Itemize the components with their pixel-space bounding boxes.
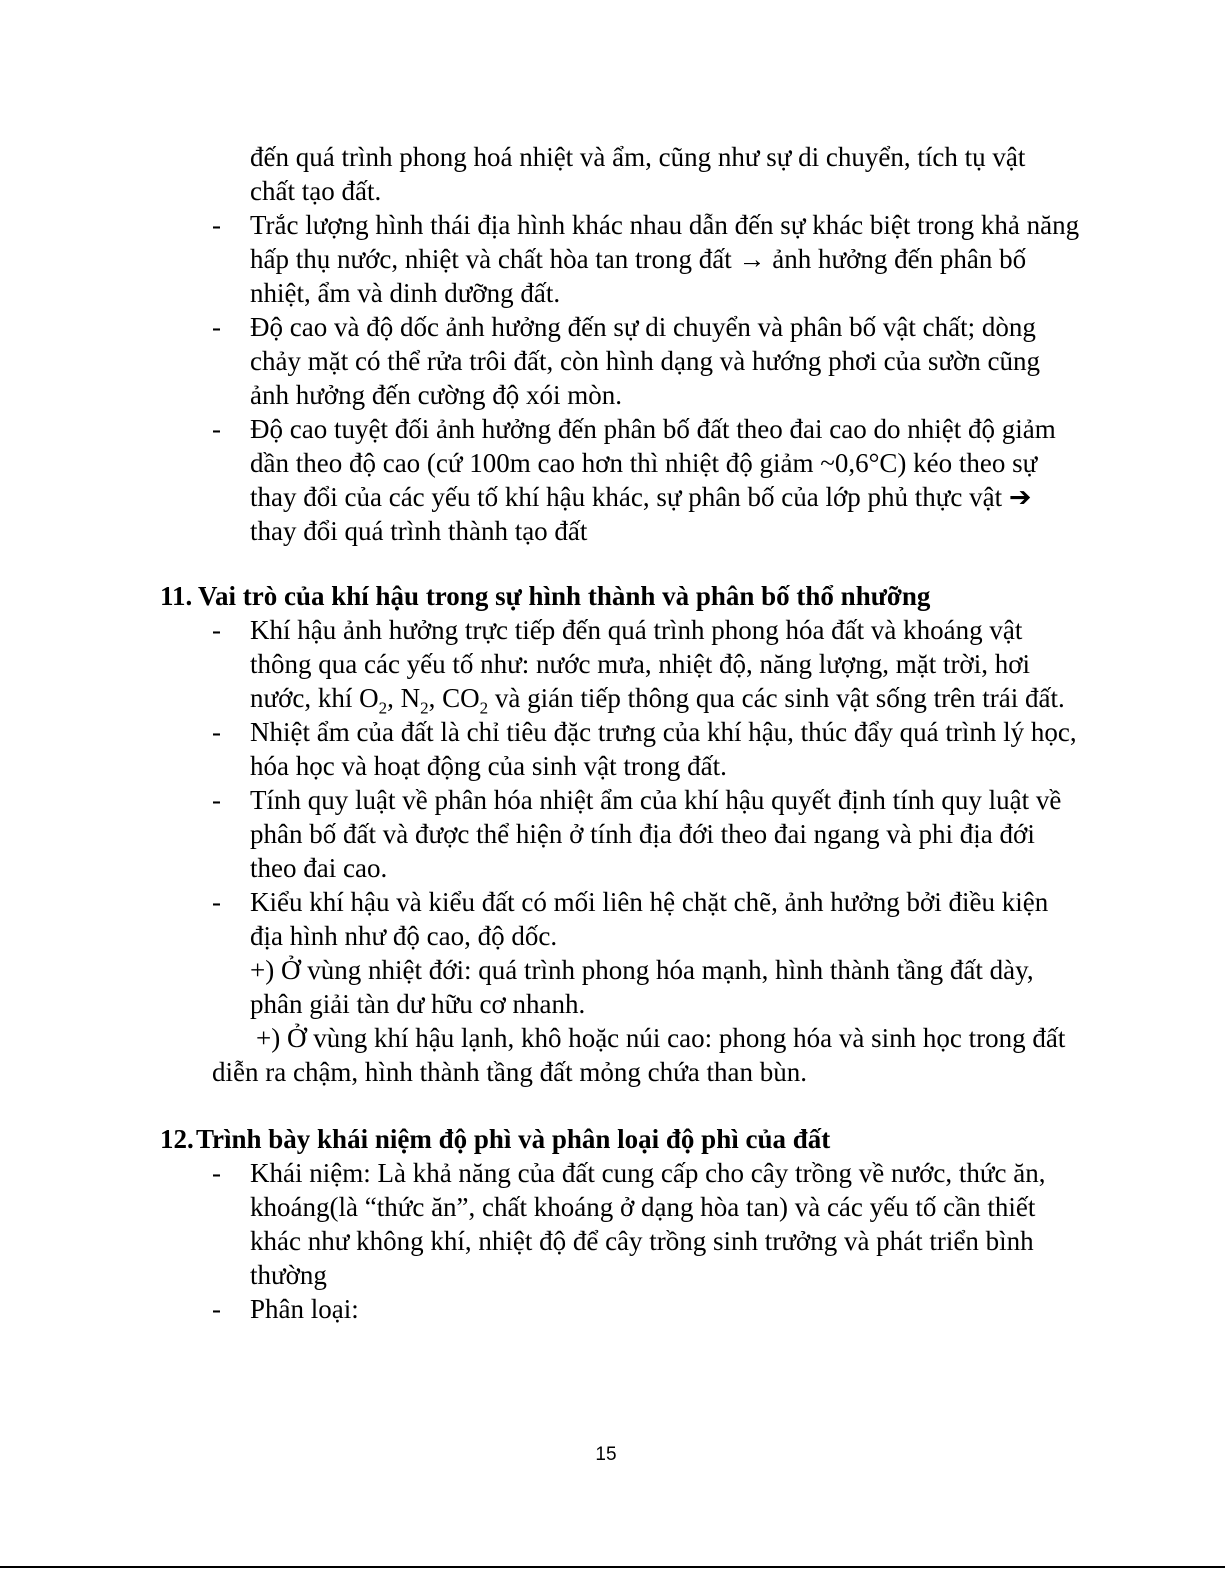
list-item <box>160 208 1080 310</box>
fertility-bullet-list <box>160 1156 1080 1326</box>
list-item <box>160 783 1080 885</box>
climate-bullet-list <box>160 613 1080 953</box>
list-item <box>160 310 1080 412</box>
bullet-dash: - <box>212 312 221 342</box>
continued-line-1: đến quá trình phong hoá nhiệt và ẩm, cũng như sự di chuyển, tích tụ vật <box>250 142 1026 172</box>
section-12-number: 12. <box>160 1124 194 1154</box>
page-number: 15 <box>595 1444 617 1465</box>
bullet-dash: - <box>212 887 221 917</box>
subscript-2: 2 <box>378 698 388 718</box>
bullet-dash: - <box>212 615 221 645</box>
bullet-text: Khái niệm: Là khả năng của đất cung cấp cho cây trồng về nước, thức ăn, khoáng(là “thức ăn”, chất khoáng ở dạng hòa tan) và các yếu tố cần thiết khác như không khí, nhiệt độ để cây trồng sinh trưởng và phát triển bình thường <box>250 1158 1046 1290</box>
section-11-title: Vai trò của khí hậu trong sự hình thành và phân bố thổ nhưỡng <box>198 581 931 611</box>
list-item <box>160 1292 1080 1326</box>
list-item <box>160 412 1080 548</box>
bullet-dash: - <box>212 785 221 815</box>
bullet-text: Nhiệt ẩm của đất là chỉ tiêu đặc trưng của khí hậu, thúc đẩy quá trình lý học, hóa học và hoạt động của sinh vật trong đất. <box>250 717 1077 781</box>
bottom-border <box>0 1566 1225 1568</box>
bullet-dash: - <box>212 1158 221 1188</box>
bullet-text: Độ cao tuyệt đối ảnh hưởng đến phân bố đất theo đai cao do nhiệt độ giảm dần theo độ cao (cứ 100m cao hơn thì nhiệt độ giảm ~0,6°C) kéo theo sự thay đổi của các yếu tố khí hậu khác, sự phân bố của lớp phủ thực vật ➔ thay đổi quá trình thành tạo đất <box>250 414 1056 546</box>
section-12-heading <box>160 1122 1080 1156</box>
list-item <box>160 613 1080 718</box>
page-content <box>160 140 1080 1326</box>
bullet-text: Kiểu khí hậu và kiểu đất có mối liên hệ chặt chẽ, ảnh hưởng bởi điều kiện địa hình như độ cao, độ dốc. <box>250 887 1049 951</box>
bullet-dash: - <box>212 414 221 444</box>
bullet-text: Phân loại: <box>250 1294 359 1324</box>
bullet-dash: - <box>212 1294 221 1324</box>
subscript-2: 2 <box>420 698 429 718</box>
bullet-dash: - <box>212 717 221 747</box>
section-12-title: Trình bày khái niệm độ phì và phân loại độ phì của đất <box>196 1124 831 1154</box>
subscript-2: 2 <box>479 698 489 718</box>
bullet-text: Trắc lượng hình thái địa hình khác nhau dẫn đến sự khác biệt trong khả năng hấp thụ nước, nhiệt và chất hòa tan trong đất → ảnh hưởng đến phân bố nhiệt, ẩm và dinh dưỡng đất. <box>250 210 1080 308</box>
list-item <box>160 885 1080 953</box>
section-11-number: 11. <box>160 581 193 611</box>
bullet-text: Khí hậu ảnh hưởng trực tiếp đến quá trình phong hóa đất và khoáng vật thông qua các yếu tố như: nước mưa, nhiệt độ, năng lượng, mặt trời, hơi nước, khí $O_2$, $N_2$, $CO_2$ và gián tiếp thông qua các sinh vật sống trên trái đất. <box>250 615 1065 718</box>
bullet-dash: - <box>212 210 221 240</box>
section-11-heading <box>160 579 1080 613</box>
list-item <box>160 715 1080 783</box>
cold-climate-subpoint: +) Ở vùng khí hậu lạnh, khô hoặc núi cao: phong hóa và sinh học trong đất diễn ra chậm, hình thành tầng đất mỏng chứa than bùn. <box>212 1023 1066 1087</box>
tropical-subpoint: +) Ở vùng nhiệt đới: quá trình phong hóa mạnh, hình thành tầng đất dày, phân giải tàn dư hữu cơ nhanh. <box>250 955 1034 1019</box>
terrain-bullet-list <box>160 208 1080 548</box>
continued-line-2: chất tạo đất. <box>250 176 382 206</box>
list-item <box>160 1156 1080 1292</box>
bullet-text: Tính quy luật về phân hóa nhiệt ẩm của khí hậu quyết định tính quy luật về phân bố đất và được thể hiện ở tính địa đới theo đai ngang và phi địa đới theo đai cao. <box>250 785 1062 883</box>
bullet-text: Độ cao và độ dốc ảnh hưởng đến sự di chuyển và phân bố vật chất; dòng chảy mặt có thể rửa trôi đất, còn hình dạng và hướng phơi của sườn cũng ảnh hưởng đến cường độ xói mòn. <box>250 312 1041 410</box>
continued-paragraph <box>250 140 1080 208</box>
